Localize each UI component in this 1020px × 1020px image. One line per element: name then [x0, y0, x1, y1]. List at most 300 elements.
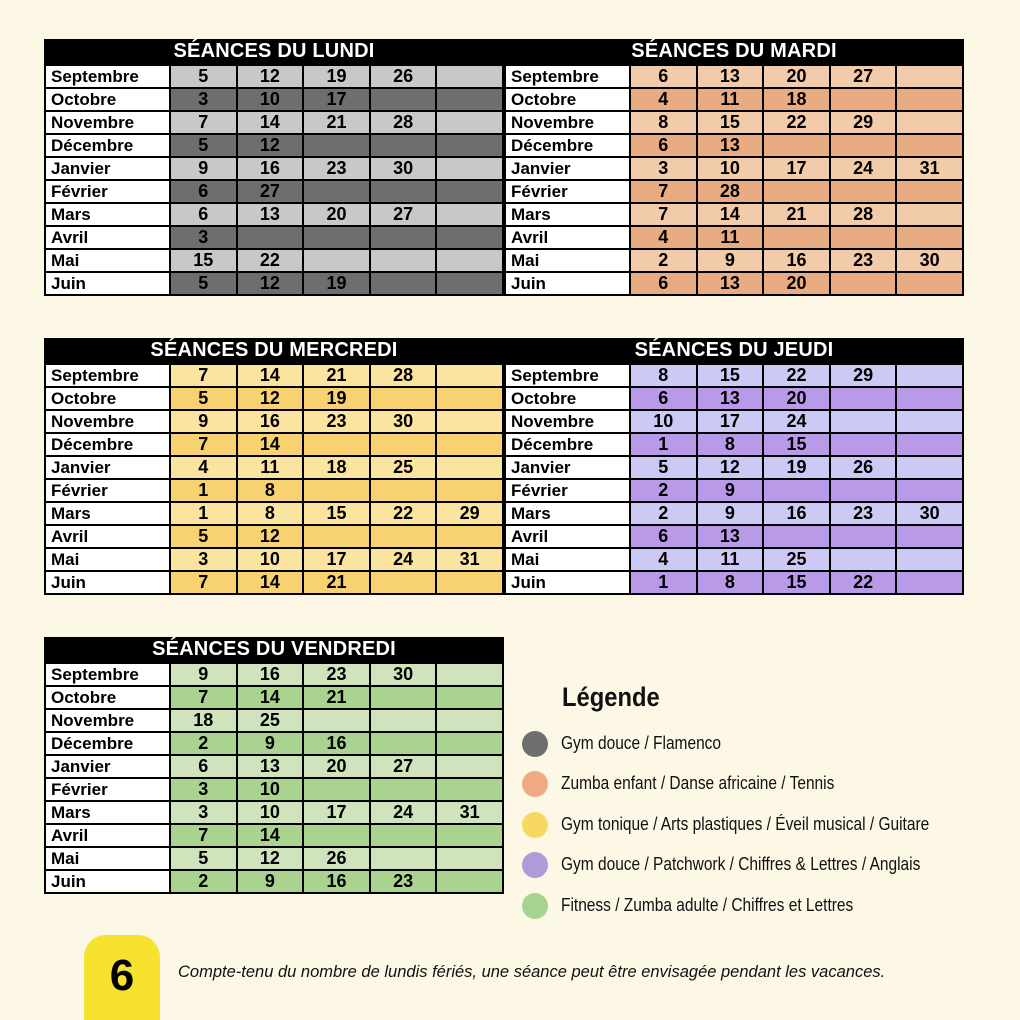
day-cell: 3 — [170, 778, 237, 801]
day-cell — [830, 134, 897, 157]
table-row — [45, 847, 503, 870]
day-cell: 5 — [630, 456, 697, 479]
month-label: Janvier — [45, 456, 170, 479]
day-cell — [436, 111, 503, 134]
month-label: Octobre — [45, 686, 170, 709]
day-cell: 28 — [370, 364, 437, 387]
day-cell: 7 — [170, 433, 237, 456]
day-cell: 14 — [237, 824, 304, 847]
day-cell: 17 — [303, 88, 370, 111]
day-cell: 3 — [170, 801, 237, 824]
day-cell — [370, 847, 437, 870]
day-cell: 10 — [237, 778, 304, 801]
day-cell: 16 — [763, 502, 830, 525]
month-label: Mai — [505, 249, 630, 272]
table-row — [505, 134, 963, 157]
table-row — [45, 686, 503, 709]
table-row — [505, 525, 963, 548]
day-cell: 26 — [370, 65, 437, 88]
day-cell — [370, 433, 437, 456]
day-cell: 22 — [763, 111, 830, 134]
day-cell: 16 — [763, 249, 830, 272]
day-cell — [896, 180, 963, 203]
day-cell: 27 — [237, 180, 304, 203]
day-cell — [763, 525, 830, 548]
month-label: Décembre — [45, 433, 170, 456]
day-cell: 20 — [763, 272, 830, 295]
schedule-jeudi — [504, 338, 964, 595]
day-cell — [763, 134, 830, 157]
day-cell: 1 — [170, 479, 237, 502]
month-label: Octobre — [505, 387, 630, 410]
day-cell: 13 — [697, 525, 764, 548]
day-cell — [303, 709, 370, 732]
day-cell: 5 — [170, 525, 237, 548]
block-title-mardi: SÉANCES DU MARDI — [504, 39, 964, 64]
day-cell: 3 — [630, 157, 697, 180]
month-label: Septembre — [45, 663, 170, 686]
day-cell: 19 — [303, 272, 370, 295]
table-row — [45, 778, 503, 801]
table-row — [505, 226, 963, 249]
day-cell: 8 — [237, 502, 304, 525]
day-cell — [303, 180, 370, 203]
day-cell: 20 — [763, 387, 830, 410]
day-cell — [303, 433, 370, 456]
day-cell: 22 — [830, 571, 897, 594]
schedule-table-lundi — [44, 64, 504, 296]
day-cell — [436, 65, 503, 88]
month-label: Avril — [505, 525, 630, 548]
day-cell: 16 — [303, 732, 370, 755]
day-cell: 12 — [697, 456, 764, 479]
day-cell — [436, 732, 503, 755]
day-cell: 7 — [170, 571, 237, 594]
day-cell: 20 — [303, 755, 370, 778]
day-cell — [436, 203, 503, 226]
day-cell: 4 — [630, 548, 697, 571]
month-label: Octobre — [505, 88, 630, 111]
day-cell — [436, 134, 503, 157]
table-row — [505, 387, 963, 410]
month-label: Novembre — [505, 410, 630, 433]
day-cell — [436, 272, 503, 295]
day-cell: 3 — [170, 548, 237, 571]
day-cell: 15 — [763, 433, 830, 456]
table-row — [45, 88, 503, 111]
day-cell: 12 — [237, 65, 304, 88]
day-cell — [763, 226, 830, 249]
table-row — [505, 65, 963, 88]
day-cell — [370, 571, 437, 594]
day-cell: 6 — [170, 180, 237, 203]
day-cell: 27 — [830, 65, 897, 88]
day-cell: 22 — [763, 364, 830, 387]
month-label: Septembre — [505, 364, 630, 387]
day-cell: 2 — [630, 479, 697, 502]
day-cell: 6 — [170, 755, 237, 778]
day-cell — [436, 847, 503, 870]
day-cell: 20 — [763, 65, 830, 88]
schedule-table-vendredi — [44, 662, 504, 894]
block-title-jeudi: SÉANCES DU JEUDI — [504, 338, 964, 363]
day-cell: 10 — [237, 801, 304, 824]
day-cell — [436, 88, 503, 111]
table-row — [505, 157, 963, 180]
month-label: Octobre — [45, 387, 170, 410]
day-cell — [436, 226, 503, 249]
day-cell: 15 — [697, 111, 764, 134]
day-cell: 23 — [830, 249, 897, 272]
day-cell — [436, 387, 503, 410]
schedule-mercredi — [44, 338, 504, 595]
month-label: Septembre — [505, 65, 630, 88]
day-cell: 18 — [763, 88, 830, 111]
day-cell: 3 — [170, 88, 237, 111]
day-cell — [370, 88, 437, 111]
table-row — [505, 479, 963, 502]
day-cell: 9 — [170, 663, 237, 686]
day-cell — [303, 824, 370, 847]
day-cell: 8 — [237, 479, 304, 502]
table-row — [45, 456, 503, 479]
day-cell: 20 — [303, 203, 370, 226]
day-cell: 23 — [303, 157, 370, 180]
day-cell — [436, 824, 503, 847]
month-label: Février — [45, 479, 170, 502]
table-row — [505, 433, 963, 456]
day-cell: 13 — [697, 272, 764, 295]
day-cell — [303, 226, 370, 249]
day-cell: 9 — [697, 502, 764, 525]
day-cell — [830, 433, 897, 456]
day-cell: 7 — [170, 824, 237, 847]
day-cell — [370, 824, 437, 847]
day-cell: 7 — [170, 686, 237, 709]
day-cell: 5 — [170, 847, 237, 870]
day-cell: 23 — [303, 663, 370, 686]
day-cell: 5 — [170, 134, 237, 157]
day-cell — [303, 134, 370, 157]
day-cell: 6 — [630, 525, 697, 548]
day-cell — [896, 226, 963, 249]
month-label: Février — [505, 180, 630, 203]
table-row — [45, 824, 503, 847]
day-cell — [436, 157, 503, 180]
day-cell: 13 — [697, 387, 764, 410]
table-row — [45, 479, 503, 502]
day-cell: 5 — [170, 387, 237, 410]
day-cell — [370, 226, 437, 249]
day-cell — [830, 88, 897, 111]
day-cell — [896, 571, 963, 594]
month-label: Février — [505, 479, 630, 502]
day-cell: 10 — [697, 157, 764, 180]
day-cell: 12 — [237, 272, 304, 295]
day-cell — [896, 548, 963, 571]
day-cell: 30 — [370, 663, 437, 686]
day-cell — [303, 525, 370, 548]
month-label: Juin — [45, 571, 170, 594]
table-row — [45, 180, 503, 203]
day-cell — [896, 203, 963, 226]
schedule-lundi — [44, 39, 504, 296]
legend-label: Gym douce / Flamenco — [561, 733, 722, 753]
table-row — [45, 226, 503, 249]
table-row — [45, 111, 503, 134]
day-cell — [370, 686, 437, 709]
day-cell: 18 — [170, 709, 237, 732]
day-cell: 21 — [763, 203, 830, 226]
month-label: Septembre — [45, 65, 170, 88]
page-number-badge: 6 — [84, 935, 160, 1020]
table-row — [505, 111, 963, 134]
table-row — [45, 249, 503, 272]
day-cell: 11 — [697, 548, 764, 571]
table-row — [45, 571, 503, 594]
day-cell: 1 — [630, 433, 697, 456]
day-cell — [763, 180, 830, 203]
day-cell: 21 — [303, 686, 370, 709]
day-cell — [370, 249, 437, 272]
day-cell — [436, 686, 503, 709]
table-row — [45, 410, 503, 433]
day-cell: 14 — [237, 111, 304, 134]
month-label: Mars — [45, 502, 170, 525]
schedule-vendredi — [44, 637, 504, 894]
month-label: Novembre — [45, 111, 170, 134]
day-cell: 29 — [830, 111, 897, 134]
legend-color-dot-icon — [522, 771, 548, 797]
day-cell: 6 — [630, 387, 697, 410]
month-label: Juin — [45, 272, 170, 295]
day-cell: 6 — [630, 134, 697, 157]
day-cell — [896, 111, 963, 134]
month-label: Novembre — [45, 410, 170, 433]
day-cell: 24 — [830, 157, 897, 180]
day-cell: 23 — [830, 502, 897, 525]
day-cell: 25 — [763, 548, 830, 571]
day-cell: 13 — [237, 203, 304, 226]
month-label: Mai — [45, 847, 170, 870]
day-cell: 24 — [370, 801, 437, 824]
day-cell: 5 — [170, 65, 237, 88]
day-cell — [896, 410, 963, 433]
table-row — [45, 755, 503, 778]
day-cell: 15 — [170, 249, 237, 272]
day-cell: 1 — [170, 502, 237, 525]
day-cell: 3 — [170, 226, 237, 249]
day-cell — [436, 410, 503, 433]
day-cell: 28 — [697, 180, 764, 203]
month-label: Mars — [45, 203, 170, 226]
day-cell — [830, 479, 897, 502]
table-row — [45, 709, 503, 732]
table-row — [45, 272, 503, 295]
day-cell: 30 — [896, 502, 963, 525]
day-cell — [896, 479, 963, 502]
day-cell: 25 — [370, 456, 437, 479]
day-cell: 11 — [697, 226, 764, 249]
table-row — [45, 663, 503, 686]
table-row — [45, 525, 503, 548]
day-cell: 6 — [630, 272, 697, 295]
day-cell: 14 — [237, 571, 304, 594]
table-row — [505, 502, 963, 525]
day-cell: 31 — [436, 801, 503, 824]
month-label: Décembre — [505, 134, 630, 157]
table-row — [45, 387, 503, 410]
day-cell: 15 — [303, 502, 370, 525]
schedule-table-mercredi — [44, 363, 504, 595]
day-cell — [896, 134, 963, 157]
table-row — [45, 732, 503, 755]
day-cell: 23 — [370, 870, 437, 893]
day-cell: 15 — [697, 364, 764, 387]
day-cell: 17 — [697, 410, 764, 433]
legend-color-dot-icon — [522, 731, 548, 757]
day-cell — [436, 456, 503, 479]
table-row — [45, 134, 503, 157]
day-cell — [303, 249, 370, 272]
day-cell: 30 — [896, 249, 963, 272]
day-cell: 17 — [303, 801, 370, 824]
month-label: Octobre — [45, 88, 170, 111]
day-cell: 24 — [370, 548, 437, 571]
day-cell — [370, 732, 437, 755]
day-cell: 25 — [237, 709, 304, 732]
day-cell: 27 — [370, 755, 437, 778]
day-cell — [237, 226, 304, 249]
month-label: Avril — [505, 226, 630, 249]
day-cell — [436, 433, 503, 456]
month-label: Avril — [45, 824, 170, 847]
month-label: Décembre — [45, 134, 170, 157]
day-cell: 9 — [170, 157, 237, 180]
day-cell: 9 — [697, 249, 764, 272]
month-label: Janvier — [505, 456, 630, 479]
day-cell: 14 — [237, 364, 304, 387]
day-cell — [436, 364, 503, 387]
day-cell: 11 — [237, 456, 304, 479]
day-cell — [830, 226, 897, 249]
day-cell: 16 — [303, 870, 370, 893]
table-row — [45, 548, 503, 571]
day-cell: 8 — [630, 111, 697, 134]
day-cell: 19 — [763, 456, 830, 479]
day-cell — [303, 479, 370, 502]
day-cell: 21 — [303, 571, 370, 594]
day-cell — [436, 870, 503, 893]
day-cell — [370, 134, 437, 157]
month-label: Janvier — [45, 157, 170, 180]
day-cell: 19 — [303, 387, 370, 410]
day-cell — [436, 778, 503, 801]
month-label: Février — [45, 778, 170, 801]
day-cell: 17 — [763, 157, 830, 180]
day-cell: 7 — [170, 111, 237, 134]
day-cell: 24 — [763, 410, 830, 433]
month-label: Mai — [45, 548, 170, 571]
day-cell: 27 — [370, 203, 437, 226]
legend-label: Gym douce / Patchwork / Chiffres & Lettres / Anglais — [561, 854, 921, 874]
day-cell: 16 — [237, 157, 304, 180]
day-cell: 16 — [237, 410, 304, 433]
day-cell — [830, 272, 897, 295]
day-cell: 9 — [170, 410, 237, 433]
table-row — [45, 364, 503, 387]
day-cell: 2 — [170, 732, 237, 755]
table-row — [505, 203, 963, 226]
day-cell — [896, 456, 963, 479]
month-label: Juin — [505, 272, 630, 295]
day-cell: 14 — [237, 433, 304, 456]
day-cell: 11 — [697, 88, 764, 111]
day-cell: 10 — [237, 88, 304, 111]
table-row — [45, 870, 503, 893]
day-cell: 8 — [630, 364, 697, 387]
day-cell: 13 — [697, 65, 764, 88]
day-cell: 28 — [830, 203, 897, 226]
day-cell: 22 — [237, 249, 304, 272]
day-cell: 17 — [303, 548, 370, 571]
legend-label: Fitness / Zumba adulte / Chiffres et Lettres — [561, 895, 854, 915]
day-cell: 10 — [237, 548, 304, 571]
legend-label: Gym tonique / Arts plastiques / Éveil musical / Guitare — [561, 814, 930, 834]
day-cell: 8 — [697, 433, 764, 456]
day-cell: 4 — [630, 88, 697, 111]
day-cell — [436, 180, 503, 203]
day-cell: 9 — [237, 732, 304, 755]
day-cell — [370, 180, 437, 203]
legend-color-dot-icon — [522, 893, 548, 919]
month-label: Décembre — [45, 732, 170, 755]
table-row — [505, 249, 963, 272]
day-cell: 2 — [630, 249, 697, 272]
table-row — [45, 433, 503, 456]
day-cell: 30 — [370, 157, 437, 180]
month-label: Décembre — [505, 433, 630, 456]
day-cell: 12 — [237, 387, 304, 410]
day-cell: 23 — [303, 410, 370, 433]
month-label: Mai — [505, 548, 630, 571]
month-label: Juin — [505, 571, 630, 594]
day-cell — [370, 778, 437, 801]
legend-title: Légende — [562, 682, 660, 712]
day-cell: 4 — [630, 226, 697, 249]
day-cell: 1 — [630, 571, 697, 594]
table-row — [45, 157, 503, 180]
day-cell — [436, 249, 503, 272]
block-title-vendredi: SÉANCES DU VENDREDI — [44, 637, 504, 662]
day-cell: 21 — [303, 111, 370, 134]
day-cell — [436, 663, 503, 686]
month-label: Avril — [45, 226, 170, 249]
day-cell: 9 — [237, 870, 304, 893]
day-cell: 18 — [303, 456, 370, 479]
month-label: Avril — [45, 525, 170, 548]
day-cell — [896, 525, 963, 548]
day-cell — [436, 571, 503, 594]
day-cell: 2 — [170, 870, 237, 893]
month-label: Janvier — [45, 755, 170, 778]
day-cell: 10 — [630, 410, 697, 433]
day-cell — [830, 548, 897, 571]
day-cell — [896, 387, 963, 410]
table-row — [505, 364, 963, 387]
day-cell: 26 — [303, 847, 370, 870]
day-cell: 16 — [237, 663, 304, 686]
